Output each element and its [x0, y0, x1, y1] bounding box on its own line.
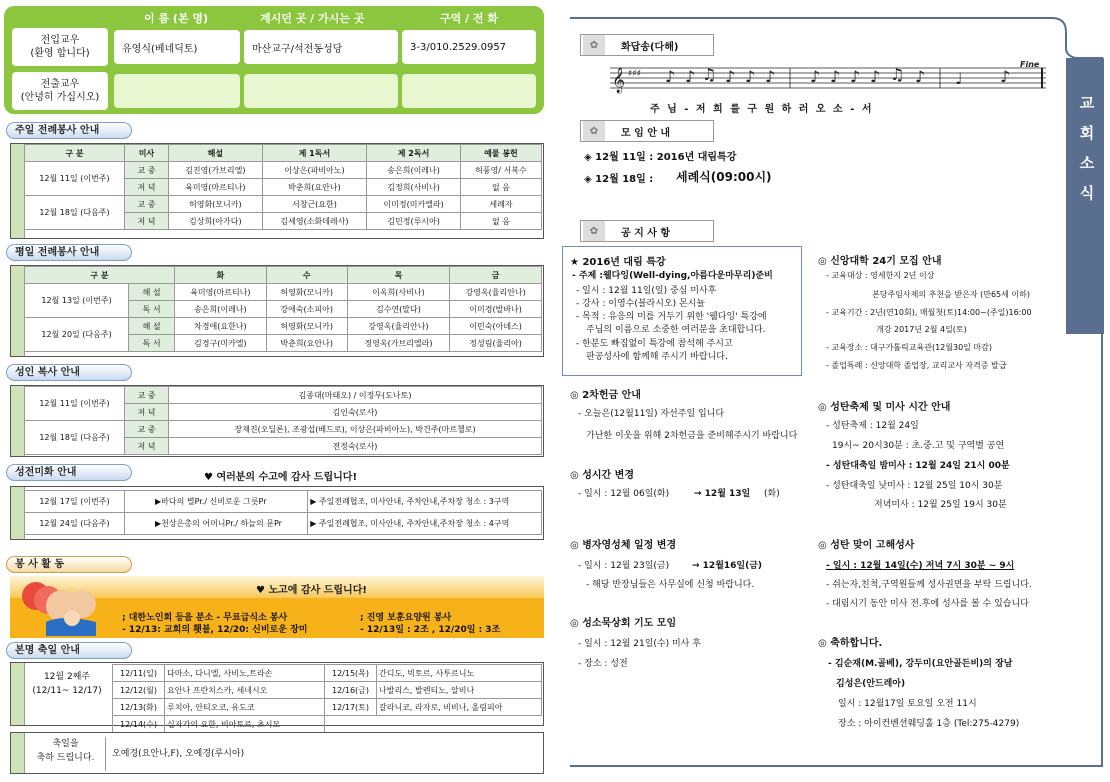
- week-cell: 12월 13일 (이번주): [25, 284, 129, 318]
- service-box: [10, 576, 544, 638]
- role-cell: 해 설: [129, 284, 175, 301]
- cell: 서창근(요한): [262, 196, 367, 213]
- sick-line-2: - 해당 반장님들은 사무실에 신청 바랍니다.: [586, 580, 755, 590]
- sunday-table: [24, 144, 542, 230]
- th: 미사: [125, 145, 169, 162]
- cell: ▶천상은총의 어머니Pr./ 하늘의 문Pr: [125, 513, 308, 535]
- table-row: [113, 682, 542, 699]
- th: 목: [347, 267, 450, 284]
- table-row: [25, 387, 542, 404]
- cell: 전정숙(로사): [169, 438, 542, 455]
- table-row: [25, 513, 542, 535]
- table-row: [25, 162, 542, 179]
- holy-hour-title: ◎ 성시간 변경: [570, 470, 634, 481]
- table-row: [25, 491, 542, 513]
- holy-hour-day: (화): [764, 489, 780, 499]
- rosary-line: - 장소 : 성전: [578, 659, 628, 669]
- confession-title: ◎ 성탄 맞이 고해성사: [818, 540, 915, 551]
- college-line: 본당주임사제의 추천을 받은자 (만65세 이하): [872, 290, 1030, 299]
- cell: 정성림(율리아): [450, 335, 542, 352]
- saints-cell: 루치아, 안티오코, 유도코: [165, 699, 325, 716]
- advent-line: - 강사 : 이영수(블라시오) 몬시뇰: [576, 299, 706, 309]
- beautify-section-title: 성전미화 안내: [6, 464, 132, 481]
- holy-hour-line: - 일시 : 12월 06일(화): [578, 489, 670, 499]
- th: 구 분: [25, 267, 175, 284]
- mass-cell: 교 중: [125, 162, 169, 179]
- college-line: - 교육기간 : 2년(연10회), 매월첫(토)14:00~(주일)16:00: [826, 308, 1032, 317]
- cell: 차경애(요한나): [175, 318, 267, 335]
- advent-line: - 주제 :웰다잉(Well-dying,아름다운마무리)준비: [572, 271, 773, 281]
- week-cell: 12월 24일 (다음주): [25, 513, 125, 535]
- service-right-1: ; 진영 보훈요양원 봉사: [360, 613, 452, 623]
- table-row: [25, 421, 542, 438]
- celebrate-line: - 김순재(M.골베), 강두미(요안골든비)의 장남: [828, 659, 1013, 669]
- svg-text:♪: ♪: [725, 67, 736, 86]
- cell: 송은희(이레나): [175, 301, 267, 318]
- meeting-title: 모 임 안 내: [621, 127, 671, 139]
- cell: 허영화(모니카): [266, 284, 347, 301]
- cell: 강애숙(소피아): [266, 301, 347, 318]
- sunday-section-title: 주일 전례봉사 안내: [6, 122, 132, 139]
- table-row: [25, 318, 542, 335]
- th: 화: [175, 267, 267, 284]
- xmas-line: - 성탄축제 : 12월 24일: [826, 421, 919, 431]
- saints-cell: 간디도, 빅토르, 사투르니노: [377, 665, 542, 682]
- in-phone: 3-3/010.2529.0957: [402, 30, 536, 64]
- cell: 김수연(말다): [347, 301, 450, 318]
- sick-title: ◎ 병자영성체 일정 변경: [570, 540, 677, 551]
- out-name: [114, 74, 240, 108]
- cell: 김정희(사비나): [367, 179, 461, 196]
- saints-cell: 갈라니코, 라자로, 비비나, 올림피아: [377, 699, 542, 716]
- sick-line: - 일시 : 12월 23일(금): [578, 561, 670, 571]
- cell: 허영화(모니카): [266, 318, 347, 335]
- service-left-1: ; 대한노인회 등을 분소 - 무료급식소 봉사: [122, 613, 288, 623]
- cell: 이민숙(아녜스): [450, 318, 542, 335]
- th: 제 2독서: [367, 145, 461, 162]
- cell: 허풍영/ 서복수: [460, 162, 541, 179]
- cell: 김진영(가브리엘): [169, 162, 263, 179]
- celebrate-line: 김성은(안드레아): [836, 679, 906, 689]
- table-row: [25, 284, 542, 301]
- cell: 김민정(루시아): [367, 213, 461, 230]
- out-place: [244, 74, 398, 108]
- college-title: ◎ 신앙대학 24기 모집 안내: [818, 256, 942, 267]
- mass-cell: 교 중: [125, 387, 169, 404]
- svg-text:♪: ♪: [665, 67, 676, 86]
- nameday-section-title: 본명 축일 안내: [6, 642, 132, 659]
- svg-text:♪: ♪: [850, 67, 861, 86]
- mass-cell: 교 중: [125, 196, 169, 213]
- transfer-in-label-2: (환영 합니다): [30, 48, 90, 59]
- cell: 세례자: [460, 196, 541, 213]
- nameday-week: [26, 670, 108, 698]
- cell: 이미정(미카엘라): [367, 196, 461, 213]
- week-cell: 12월 11일 (이번주): [25, 162, 125, 196]
- saints-cell: 십자가의 요한, 비아토르, 초시모: [165, 716, 325, 733]
- th: 해설: [169, 145, 263, 162]
- acolyte-table: [24, 386, 542, 455]
- advent-line: 주님의 이름으로 소중한 여러분을 초대합니다.: [586, 325, 766, 335]
- meeting-2: ◈ 12월 18일 :: [584, 174, 654, 185]
- celebrate-line: 장소 : 아이컨벤션웨딩홀 1층 (Tel:275-4279): [838, 719, 1020, 729]
- week-cell: 12월 18일 (다음주): [25, 196, 125, 230]
- congrats-label: [26, 737, 106, 771]
- transfer-in-label: [12, 28, 108, 66]
- th: 구 분: [25, 145, 125, 162]
- svg-text:♪: ♪: [745, 67, 756, 86]
- song-title: 화답송(다해): [621, 41, 679, 53]
- col-header-phone: 구역 / 전 화: [440, 12, 499, 25]
- col-header-place: 계시던 곳 / 가시는 곳: [260, 12, 365, 25]
- week-cell: 12월 20일 (다음주): [25, 318, 129, 352]
- transfer-out-label: [12, 72, 108, 110]
- cell: 박춘희(요안나): [262, 179, 367, 196]
- svg-text:♫: ♫: [702, 65, 717, 84]
- svg-text:♪: ♪: [830, 67, 841, 86]
- svg-text:♫: ♫: [890, 65, 905, 84]
- dove-icon: ✿: [583, 35, 605, 55]
- advent-line: - 한분도 빠짐없이 특강에 참석해 주시고: [576, 339, 733, 349]
- meeting-1: ◈ 12월 11일 : 2016년 대림특강: [584, 152, 737, 163]
- side-title-char: 회: [1079, 124, 1095, 142]
- cell: 없 음: [460, 213, 541, 230]
- week-cell: 12월 11일 (이번주): [25, 387, 125, 421]
- service-thanks: ♥ 노고에 감사 드립니다!: [256, 585, 367, 596]
- date-cell: 12/17(토): [325, 699, 377, 716]
- date-cell: 12/11(일): [113, 665, 165, 682]
- cell: 없 음: [460, 179, 541, 196]
- table-row: [25, 196, 542, 213]
- xmas-title: ◎ 성탄축제 및 미사 시간 안내: [818, 402, 951, 413]
- college-line: - 졸업특례 : 신앙대학 졸업장, 교리교사 자격증 발급: [826, 361, 1007, 370]
- xmas-line: - 성탄대축일 밤미사 : 12월 24일 21시 00분: [826, 461, 1010, 471]
- saints-cell: 나발리스, 발렌티노, 알비나: [377, 682, 542, 699]
- rosary-title: ◎ 성소묵상회 기도 모임: [570, 618, 677, 629]
- out-phone: [402, 74, 536, 108]
- xmas-line: 19시~ 20시30분 : 초.중.고 및 구역별 공연: [832, 441, 1005, 451]
- advent-line: 판공성사에 함께해 주시기 바랍니다.: [586, 352, 728, 362]
- congrats-label-1: 축일을: [52, 739, 79, 749]
- cell: 이상은(파비아노): [262, 162, 367, 179]
- mass-cell: 저 녁: [125, 213, 169, 230]
- svg-text:♪: ♪: [870, 67, 881, 86]
- college-line: - 교육장소 : 대구가톨릭교육관(12월30일 마감): [826, 343, 993, 352]
- mass-cell: 저 녁: [125, 179, 169, 196]
- congrats-label-2: 축하 드립니다.: [36, 753, 95, 763]
- th: 수: [266, 267, 347, 284]
- svg-text:𝄞: 𝄞: [612, 68, 626, 93]
- cell: 김상희(아가다): [169, 213, 263, 230]
- nameday-week-label: 12월 2째주: [43, 672, 91, 682]
- date-cell: 12/16(금): [325, 682, 377, 699]
- fine-mark: Fine: [1020, 60, 1040, 69]
- college-line: 개강 2017년 2월 4일(토): [876, 325, 967, 334]
- celebrate-line: 일시 : 12월17일 토요일 오전 11시: [838, 699, 977, 709]
- mass-cell: 저 녁: [125, 404, 169, 421]
- svg-text:♪: ♪: [685, 67, 696, 86]
- cell: 김세영(소화데레사): [262, 213, 367, 230]
- role-cell: 해 설: [129, 318, 175, 335]
- dove-icon: ✿: [583, 121, 605, 141]
- meeting-title-box: [580, 120, 714, 142]
- weekday-section-title: 평일 전례봉사 안내: [6, 244, 132, 261]
- cell: 육미영(마르티나): [175, 284, 267, 301]
- in-name: 유영식(베네딕토): [114, 30, 240, 64]
- date-cell: 12/12(월): [113, 682, 165, 699]
- saints-cell: 다마소, 다니엘, 사비노,트라손: [165, 665, 325, 682]
- nameday-week-range: (12/11~ 12/17): [32, 686, 102, 696]
- date-cell: 12/13(화): [113, 699, 165, 716]
- song-title-box: [580, 34, 714, 56]
- side-title-char: 소: [1079, 154, 1095, 172]
- second-collection-title: ◎ 2차헌금 안내: [570, 390, 641, 401]
- cell: 김인숙(로사): [169, 404, 542, 421]
- transfer-in-label-1: 전입교우: [40, 35, 80, 46]
- confession-line: - 일시 : 12월 14일(수) 저녁 7시 30분 ~ 9시: [826, 561, 1015, 571]
- advent-line: - 목적 : 유응의 미를 거두기 위한 '웰다잉' 특강에: [576, 312, 767, 322]
- xmas-line: 저녁미사 : 12월 25일 19시 30분: [874, 500, 1007, 510]
- confession-line: - 쉬는자,친척,구역원들께 성사권면을 부탁 드립니다.: [826, 580, 1032, 590]
- second-line: 가난한 이웃을 위해 2차헌금을 준비해주시기 바랍니다: [586, 431, 798, 441]
- xmas-line: - 성탄대축일 낮미사 : 12월 25일 10시 30분: [826, 481, 1003, 491]
- college-line: - 교육대상 : 영세한지 2년 이상: [826, 271, 935, 280]
- transfer-out-label-1: 전출교우: [40, 79, 80, 90]
- cell: 이미경(발바나): [450, 301, 542, 318]
- cell: 김종대(마태오) / 이정무(도나토): [169, 387, 542, 404]
- confession-line: - 대림시기 동안 미사 전.후에 성사를 볼 수 있습니다: [826, 599, 1029, 609]
- notice-title: 공 지 사 항: [621, 227, 671, 239]
- svg-text:♪: ♪: [810, 67, 821, 86]
- celebrate-title: ◎ 축하합니다.: [818, 638, 883, 649]
- role-cell: 독 서: [129, 301, 175, 318]
- table-row: [113, 699, 542, 716]
- table-row: [113, 716, 542, 733]
- side-title: [1072, 88, 1102, 208]
- congrats-names: 오예경(요안나,F), 오예경(루시아): [112, 749, 245, 759]
- svg-text:♯♯♯: ♯♯♯: [628, 69, 642, 79]
- service-section-title: 봉 사 활 동: [6, 556, 132, 573]
- advent-line: - 일시 : 12월 11일(일) 중심 미사후: [576, 286, 717, 296]
- cell: 허영화(모니카): [169, 196, 263, 213]
- cell: ▶ 주일전례협조, 미사안내, 주차안내,주차장 청소 : 3구역: [308, 491, 542, 513]
- cell: 정영옥(가브리엘라): [347, 335, 450, 352]
- service-right-2: - 12/13일 : 2조 , 12/20일 : 3조: [360, 625, 501, 635]
- music-staff: [610, 60, 1046, 94]
- cell: 강영옥(율리안나): [450, 284, 542, 301]
- cell: 장재진(오딜론), 조광섭(베드로), 이상은(파비아노), 박건주(마르첼로): [169, 421, 542, 438]
- cell: 송은희(이레나): [367, 162, 461, 179]
- svg-text:♩: ♩: [955, 69, 963, 88]
- week-cell: 12월 17일 (이번주): [25, 491, 125, 513]
- beautify-table: [24, 490, 542, 535]
- cell: ▶바다의 별Pr./ 신비로운 그릇Pr: [125, 491, 308, 513]
- saints-cell: 요안나 프란치스카, 세네시오: [165, 682, 325, 699]
- th: 제 1독서: [262, 145, 367, 162]
- transfer-out-label-2: (안녕히 가십시오): [20, 92, 100, 103]
- svg-text:♪: ♪: [1000, 67, 1011, 86]
- side-title-char: 식: [1079, 184, 1095, 202]
- mass-cell: 저 녁: [125, 438, 169, 455]
- song-lyrics: 주 님 - 저 희 를 구 원 하 러 오 소 - 서: [650, 104, 874, 115]
- table-row: [113, 665, 542, 682]
- cell: 육미영(마르티나): [169, 179, 263, 196]
- cell: 이옥희(사비나): [347, 284, 450, 301]
- date-cell: 12/15(목): [325, 665, 377, 682]
- second-line: - 오늘은(12월11일) 자선주일 입니다: [578, 409, 725, 419]
- weekday-table: [24, 266, 542, 352]
- svg-text:♪: ♪: [765, 67, 776, 86]
- service-left-2: - 12/13: 교회의 횃불, 12/20: 신비로운 장미: [122, 625, 308, 635]
- dove-icon: ✿: [583, 221, 605, 241]
- role-cell: 독 서: [129, 335, 175, 352]
- rosary-line: - 일시 : 12월 21일(수) 미사 후: [578, 639, 701, 649]
- th: 금: [450, 267, 542, 284]
- family-illustration-icon: [18, 578, 106, 636]
- notice-title-box: [580, 220, 714, 242]
- acolyte-section-title: 성인 복사 안내: [6, 364, 132, 381]
- meeting-2-detail: 세례식(09:00시): [676, 170, 772, 184]
- cell: 김경구(미카엘): [175, 335, 267, 352]
- th: 예물 봉헌: [460, 145, 541, 162]
- side-title-char: 교: [1079, 94, 1095, 112]
- date-cell: 12/14(수): [113, 716, 165, 733]
- mass-cell: 교 중: [125, 421, 169, 438]
- advent-title: ★ 2016년 대림 특강: [570, 257, 666, 268]
- col-header-name: 이 름 (본 명): [144, 12, 209, 25]
- cell: ▶ 주일전례협조, 미사안내, 주차안내,주차장 청소 : 4구역: [308, 513, 542, 535]
- week-cell: 12월 18일 (다음주): [25, 421, 125, 455]
- in-place: 마산교구/석전동성당: [244, 30, 398, 64]
- holy-hour-new: → 12월 13일: [694, 489, 751, 499]
- cell: 강영옥(율리안나): [347, 318, 450, 335]
- sick-new: → 12월16일(금): [692, 561, 763, 571]
- nameday-table: [112, 664, 542, 733]
- newcomer-box: [4, 6, 544, 114]
- beautify-thanks: ♥ 여러분의 수고에 감사 드립니다!: [204, 472, 358, 483]
- cell: 박춘희(요안나): [266, 335, 347, 352]
- svg-text:♪: ♪: [915, 67, 926, 86]
